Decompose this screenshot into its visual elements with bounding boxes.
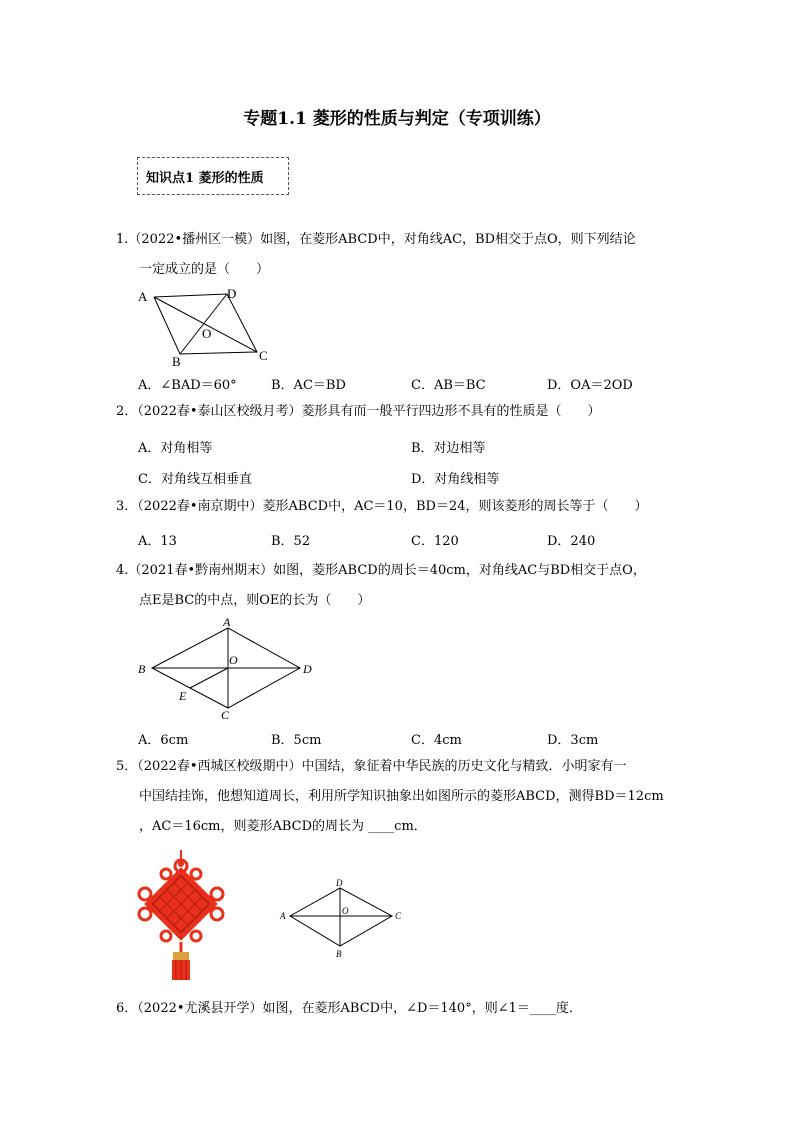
q1-option-a[interactable]: A．∠BAD＝60° <box>138 378 237 393</box>
q2-stem: 2．（2022春•泰山区校级月考）菱形具有而一般平行四边形不具有的性质是（ ） <box>116 404 601 419</box>
q4-label-d: D <box>303 662 312 676</box>
q4-figure <box>132 615 322 725</box>
q2-option-d[interactable]: D．对角线相等 <box>411 472 500 487</box>
q1-option-c[interactable]: C．AB＝BC <box>411 378 486 393</box>
q4-stem-line1: 4.（2021春•黔南州期末）如图，菱形ABCD的周长＝40cm，对角线AC与BD相交于点O， <box>116 563 646 578</box>
section-heading-box <box>137 157 289 195</box>
q1-stem-line1: 1.（2022•播州区一模）如图，在菱形ABCD中，对角线AC，BD相交于点O，则下列结论 <box>116 232 636 247</box>
question-1 <box>116 225 686 285</box>
q4-option-c[interactable]: C．4cm <box>411 733 462 748</box>
chinese-knot-image <box>136 850 226 982</box>
q1-label-b: B <box>172 354 181 367</box>
q3-option-b[interactable]: B．52 <box>271 534 311 549</box>
q5-label-o: O <box>342 906 349 916</box>
q1-option-b[interactable]: B．AC＝BD <box>271 378 346 393</box>
section-heading: 知识点1 菱形的性质 <box>146 170 264 186</box>
q2-option-b[interactable]: B．对边相等 <box>411 441 486 456</box>
q4-option-d[interactable]: D．3cm <box>547 733 599 748</box>
q5-label-d: D <box>336 878 343 888</box>
q4-label-c: C <box>221 708 230 722</box>
q1-label-o: O <box>202 326 212 341</box>
q6-stem: 6．（2022•尤溪县开学）如图，在菱形ABCD中，∠D＝140°，则∠1＝____度． <box>116 1001 582 1016</box>
q4-label-e: E <box>179 689 187 703</box>
q4-stem-line2: 点E是BC的中点，则OE的长为（ ） <box>139 593 371 608</box>
page-title: 专题1.1 菱形的性质与判定（专项训练） <box>243 109 551 129</box>
question-6 <box>116 994 686 1024</box>
question-2 <box>116 397 686 427</box>
q5-label-a: A <box>280 911 286 921</box>
q5-label-b: B <box>336 949 342 959</box>
q1-figure <box>132 282 282 367</box>
q4-label-b: B <box>138 662 146 676</box>
q1-label-d: D <box>227 286 237 301</box>
q3-stem: 3．（2022春•南京期中）菱形ABCD中，AC＝10，BD＝24，则该菱形的周长等于（ ） <box>116 499 648 514</box>
q4-option-b[interactable]: B．5cm <box>271 733 322 748</box>
q3-option-d[interactable]: D．240 <box>547 534 596 549</box>
q2-option-a[interactable]: A．对角相等 <box>138 441 213 456</box>
q4-option-a[interactable]: A．6cm <box>138 733 189 748</box>
q4-label-o: O <box>229 653 238 667</box>
q3-option-a[interactable]: A．13 <box>138 534 177 549</box>
q1-label-c: C <box>259 348 268 363</box>
q5-label-c: C <box>395 911 402 921</box>
q5-stem-line1: 5．（2022春•西城区校级期中）中国结，象征着中华民族的历史文化与精致．小明家有一 <box>116 759 627 774</box>
q1-option-d[interactable]: D．OA＝2OD <box>547 378 633 393</box>
q2-option-c[interactable]: C．对角线互相垂直 <box>138 472 252 487</box>
question-3 <box>116 492 686 522</box>
q1-label-a: A <box>138 289 148 304</box>
q3-option-c[interactable]: C．120 <box>411 534 459 549</box>
q5-stem-line3: ，AC＝16cm，则菱形ABCD的周长为 ____cm． <box>139 819 427 834</box>
q5-stem-line2: 中国结挂饰，他想知道周长，利用所学知识抽象出如图所示的菱形ABCD，测得BD＝12cm <box>139 789 664 804</box>
question-4 <box>116 556 686 616</box>
q5-figure <box>276 876 406 966</box>
question-5 <box>116 752 686 842</box>
q1-stem-line2: 一定成立的是（ ） <box>139 262 270 277</box>
q4-label-a: A <box>223 615 231 629</box>
